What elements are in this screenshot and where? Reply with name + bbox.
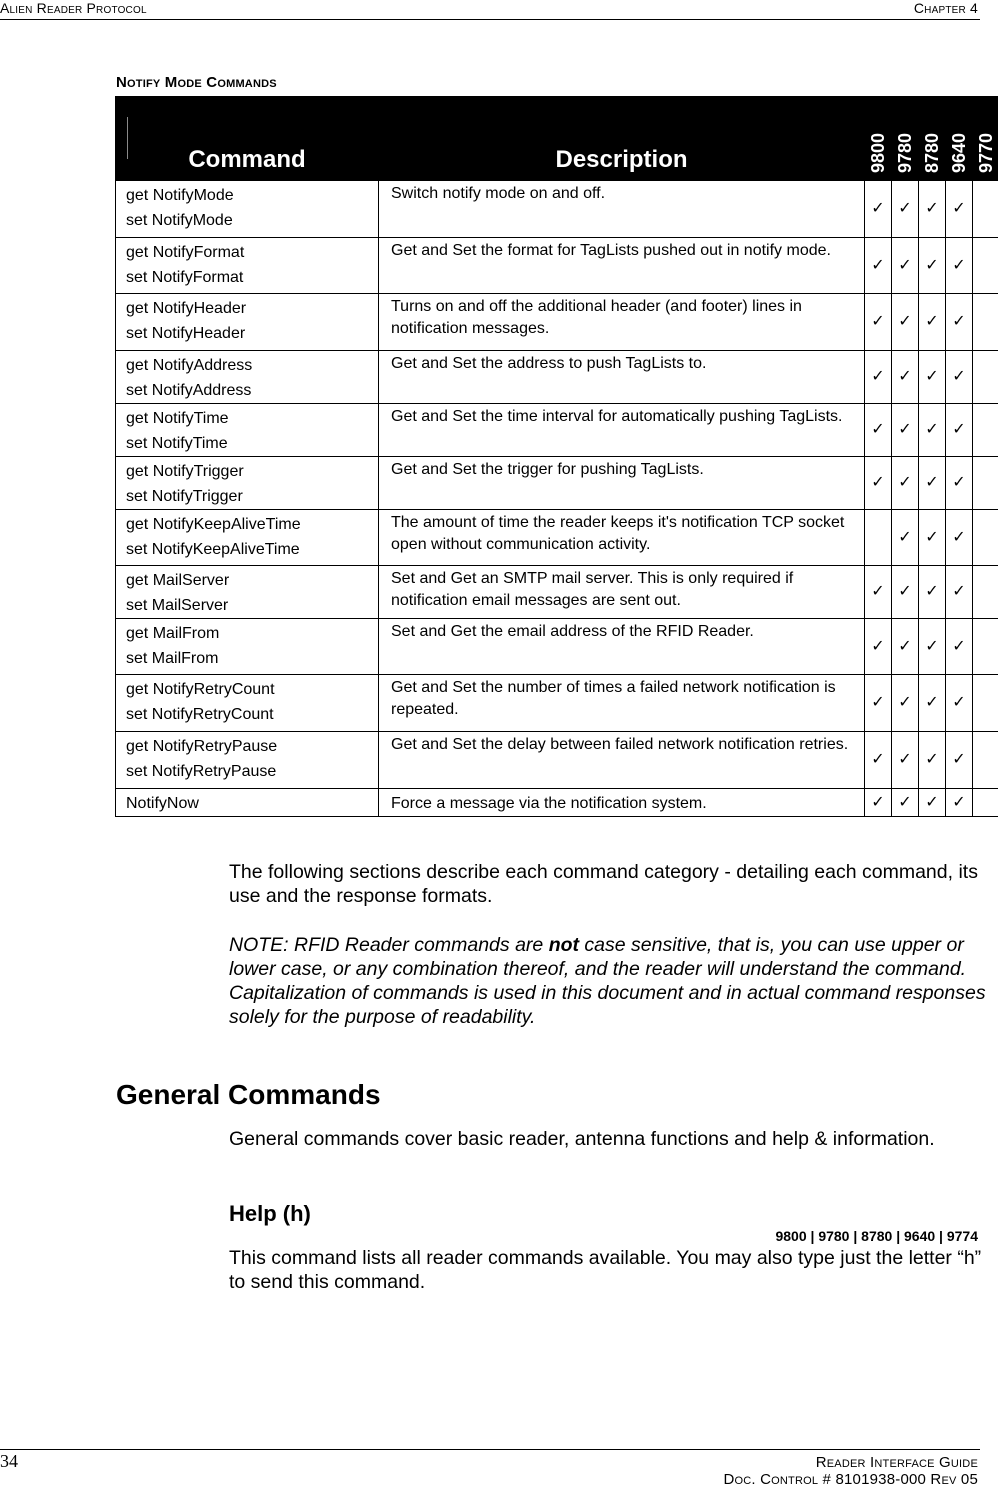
support-cell [892, 566, 919, 619]
support-cell [892, 732, 919, 789]
checkmark-icon: ✓ [952, 528, 966, 546]
checkmark-icon: ✓ [925, 637, 939, 655]
support-cell [919, 294, 946, 351]
checkmark-icon: ✓ [871, 583, 885, 600]
command-set: set NotifyKeepAliveTime [126, 541, 300, 558]
help-heading: Help (h) [229, 1201, 311, 1226]
description-cell: Switch notify mode on and off. [379, 181, 865, 238]
general-commands-intro: General commands cover basic reader, antenna functions and help & information. [229, 1128, 935, 1150]
description-cell: Set and Get an SMTP mail server. This is only required if notification email messages are sent out. [379, 566, 865, 619]
table-body [116, 181, 998, 817]
checkmark-icon: ✓ [871, 313, 885, 330]
checkmark-icon: ✓ [871, 793, 885, 811]
support-cell [946, 294, 973, 351]
table-row [116, 351, 998, 404]
checkmark-icon: ✓ [898, 637, 912, 655]
table-row [116, 181, 998, 238]
model-label: 9800 [868, 132, 888, 173]
command-cell [116, 181, 379, 238]
support-cell [973, 351, 998, 404]
command-cell [116, 457, 379, 510]
checkmark-icon: ✓ [898, 368, 912, 385]
description-cell: Get and Set the delay between failed network notification retries. [379, 732, 865, 789]
command-get: get NotifyRetryCount [126, 681, 275, 698]
command-cell [116, 351, 379, 404]
table-row [116, 789, 998, 817]
support-cell [973, 457, 998, 510]
checkmark-icon: ✓ [925, 256, 939, 274]
command-cell [116, 675, 379, 732]
command-cell [116, 238, 379, 294]
checkmark-icon: ✓ [952, 583, 966, 600]
support-cell [946, 510, 973, 566]
section-title: Notify Mode Commands [116, 74, 277, 91]
checkmark-icon: ✓ [952, 694, 966, 711]
support-cell [946, 789, 973, 817]
model-label: 8780 [922, 132, 942, 173]
command-cell [116, 404, 379, 457]
column-header-model [919, 97, 946, 181]
support-cell [919, 351, 946, 404]
table-row [116, 457, 998, 510]
support-cell [973, 294, 998, 351]
checkmark-icon: ✓ [925, 751, 939, 768]
description-cell: Get and Set the format for TagLists pushed out in notify mode. [379, 238, 865, 294]
checkmark-icon: ✓ [925, 368, 939, 385]
running-header-title: Alien Reader Protocol [0, 0, 147, 16]
support-cell [892, 351, 919, 404]
support-cell [865, 789, 892, 817]
footer-rule [0, 1449, 980, 1450]
description-cell: The amount of time the reader keeps it's notification TCP socket open without communication activity. [379, 510, 865, 566]
general-commands-heading: General Commands [116, 1079, 381, 1110]
column-header-model [946, 97, 973, 181]
command-cell [116, 732, 379, 789]
page-number: 34 [0, 1451, 18, 1471]
checkmark-icon: ✓ [925, 583, 939, 600]
support-cell [865, 294, 892, 351]
model-label: 9640 [949, 132, 969, 173]
description-cell: Get and Set the number of times a failed network notification is repeated. [379, 675, 865, 732]
checkmark-icon: ✓ [898, 256, 912, 274]
help-description: This command lists all reader commands available. You may also type just the letter “h” to send this command. [229, 1247, 982, 1293]
support-cell [919, 457, 946, 510]
support-cell [946, 619, 973, 675]
description-cell: Force a message via the notification system. [379, 789, 865, 817]
checkmark-icon: ✓ [925, 694, 939, 711]
checkmark-icon: ✓ [925, 313, 939, 330]
checkmark-icon: ✓ [925, 200, 939, 217]
support-cell [892, 404, 919, 457]
description-cell: Get and Set the address to push TagLists to. [379, 351, 865, 404]
checkmark-icon: ✓ [898, 528, 912, 546]
command-get: NotifyNow [126, 795, 199, 812]
checkmark-icon: ✓ [871, 474, 885, 491]
command-get: get NotifyAddress [126, 357, 253, 374]
support-cell [973, 238, 998, 294]
support-cell [865, 457, 892, 510]
command-set: set NotifyFormat [126, 269, 244, 286]
model-label: 9780 [895, 132, 915, 173]
support-cell [865, 675, 892, 732]
support-cell [973, 619, 998, 675]
checkmark-icon: ✓ [871, 200, 885, 217]
checkmark-icon: ✓ [925, 793, 939, 811]
table-row [116, 404, 998, 457]
command-set: set NotifyMode [126, 212, 233, 229]
command-get: get NotifyRetryPause [126, 738, 278, 755]
support-cell [865, 566, 892, 619]
checkmark-icon: ✓ [952, 637, 966, 655]
command-set: set NotifyHeader [126, 325, 246, 342]
support-cell [919, 510, 946, 566]
support-cell [865, 351, 892, 404]
description-cell: Set and Get the email address of the RFID Reader. [379, 619, 865, 675]
notify-commands-table [115, 96, 998, 817]
checkmark-icon: ✓ [952, 751, 966, 768]
column-header-model [892, 97, 919, 181]
support-cell [919, 732, 946, 789]
support-cell [919, 619, 946, 675]
command-cell [116, 619, 379, 675]
support-cell [946, 457, 973, 510]
checkmark-icon: ✓ [898, 793, 912, 811]
checkmark-icon: ✓ [871, 751, 885, 768]
column-header-model [865, 97, 892, 181]
column-header-command: Command [116, 97, 379, 181]
checkmark-icon: ✓ [898, 583, 912, 600]
checkmark-icon: ✓ [925, 528, 939, 546]
support-cell [919, 238, 946, 294]
checkmark-icon: ✓ [898, 474, 912, 491]
intro-paragraph: The following sections describe each command category - detailing each command, its use and the response formats. [229, 861, 978, 907]
note-text-after: case sensitive, that is, you can use upper or lower case, or any combination thereof, and the reader will understand the command. Capitalization of commands is used in this document and in actual command responses solely for the purpose of readability. [229, 934, 986, 1028]
support-cell [946, 238, 973, 294]
support-cell [973, 732, 998, 789]
support-cell [892, 181, 919, 238]
checkmark-icon: ✓ [871, 368, 885, 385]
command-set: set NotifyAddress [126, 382, 252, 399]
command-set: set NotifyRetryCount [126, 706, 274, 723]
checkmark-icon: ✓ [952, 200, 966, 217]
support-cell [865, 732, 892, 789]
command-get: get NotifyFormat [126, 244, 245, 261]
support-cell [919, 789, 946, 817]
checkmark-icon: ✓ [952, 793, 966, 811]
note-text-before: NOTE: RFID Reader commands are [229, 934, 549, 956]
table-row [116, 675, 998, 732]
support-cell [946, 351, 973, 404]
note-paragraph [229, 933, 989, 1029]
command-set: set MailServer [126, 597, 229, 614]
support-cell [973, 181, 998, 238]
table-header-row [116, 97, 998, 181]
command-set: set MailFrom [126, 650, 219, 667]
support-cell [919, 404, 946, 457]
command-set: set NotifyTime [126, 435, 228, 452]
table-row [116, 566, 998, 619]
support-cell [946, 675, 973, 732]
support-cell [892, 294, 919, 351]
description-cell: Get and Set the trigger for pushing TagLists. [379, 457, 865, 510]
command-get: get MailFrom [126, 625, 220, 642]
table-row [116, 732, 998, 789]
support-cell [919, 675, 946, 732]
support-cell [892, 457, 919, 510]
checkmark-icon: ✓ [898, 200, 912, 217]
model-label: 9770 [976, 132, 996, 173]
command-cell [116, 789, 379, 817]
command-get: get NotifyTime [126, 410, 229, 427]
command-set: set NotifyRetryPause [126, 763, 277, 780]
support-cell [865, 181, 892, 238]
command-get: get NotifyHeader [126, 300, 247, 317]
command-get: get MailServer [126, 572, 230, 589]
command-set: set NotifyTrigger [126, 488, 243, 505]
command-get: get NotifyMode [126, 187, 234, 204]
support-cell [892, 675, 919, 732]
support-cell [892, 789, 919, 817]
column-header-model [973, 97, 998, 181]
running-header-chapter: Chapter 4 [913, 0, 978, 16]
command-cell [116, 294, 379, 351]
header-rule [0, 19, 980, 20]
support-cell [865, 238, 892, 294]
support-cell [973, 404, 998, 457]
checkmark-icon: ✓ [871, 256, 885, 274]
help-model-list: 9800 | 9780 | 8780 | 9640 | 9774 [775, 1228, 978, 1244]
checkmark-icon: ✓ [871, 637, 885, 655]
support-cell [865, 619, 892, 675]
support-cell [973, 675, 998, 732]
support-cell [892, 510, 919, 566]
support-cell [919, 181, 946, 238]
checkmark-icon: ✓ [952, 421, 966, 438]
footer-doc-control: Doc. Control # 8101938-000 Rev 05 [723, 1471, 978, 1488]
checkmark-icon: ✓ [925, 474, 939, 491]
support-cell [973, 510, 998, 566]
support-cell [865, 510, 892, 566]
footer-guide-title: Reader Interface Guide [815, 1454, 978, 1471]
table-row [116, 238, 998, 294]
checkmark-icon: ✓ [952, 368, 966, 385]
checkmark-icon: ✓ [871, 694, 885, 711]
support-cell [973, 566, 998, 619]
command-get: get NotifyKeepAliveTime [126, 516, 301, 533]
description-cell: Turns on and off the additional header (and footer) lines in notification messages. [379, 294, 865, 351]
support-cell [946, 566, 973, 619]
command-cell [116, 510, 379, 566]
support-cell [973, 789, 998, 817]
description-cell: Get and Set the time interval for automatically pushing TagLists. [379, 404, 865, 457]
checkmark-icon: ✓ [898, 421, 912, 438]
support-cell [865, 404, 892, 457]
checkmark-icon: ✓ [952, 313, 966, 330]
checkmark-icon: ✓ [898, 751, 912, 768]
support-cell [919, 566, 946, 619]
table-row [116, 619, 998, 675]
checkmark-icon: ✓ [898, 313, 912, 330]
command-get: get NotifyTrigger [126, 463, 244, 480]
table-row [116, 510, 998, 566]
command-cell [116, 566, 379, 619]
support-cell [892, 238, 919, 294]
column-header-description: Description [379, 97, 865, 181]
checkmark-icon: ✓ [898, 694, 912, 711]
checkmark-icon: ✓ [952, 474, 966, 491]
support-cell [946, 404, 973, 457]
support-cell [946, 181, 973, 238]
table-row [116, 294, 998, 351]
note-emphasis: not [548, 934, 580, 956]
support-cell [892, 619, 919, 675]
checkmark-icon: ✓ [871, 421, 885, 438]
checkmark-icon: ✓ [952, 256, 966, 274]
checkmark-icon: ✓ [925, 421, 939, 438]
support-cell [946, 732, 973, 789]
